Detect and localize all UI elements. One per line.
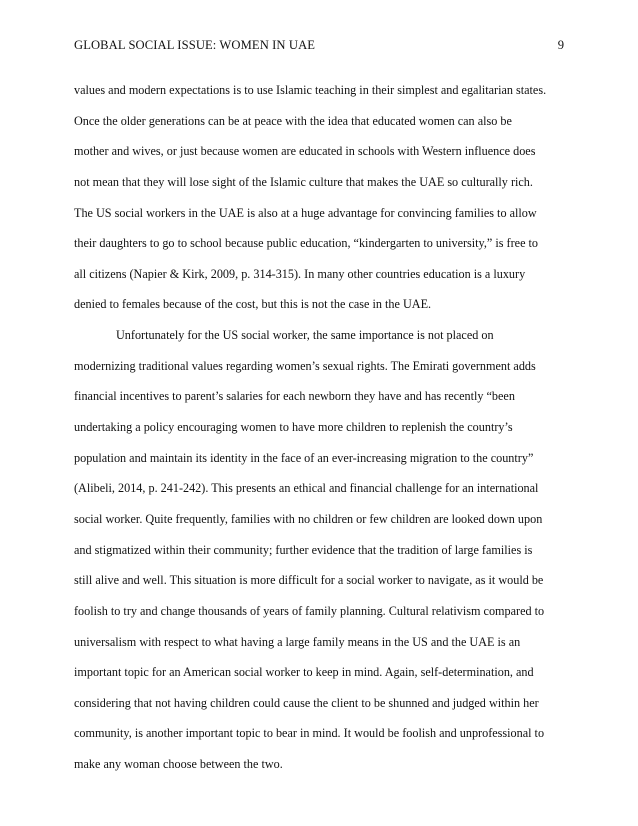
text-line: and stigmatized within their community; further evidence that the tradition of large families is xyxy=(74,542,533,557)
text-line: social worker. Quite frequently, families with no children or few children are looked down upon xyxy=(74,511,543,526)
text-line: Once the older generations can be at peace with the idea that educated women can also be xyxy=(74,113,512,128)
text-line: still alive and well. This situation is more difficult for a social worker to navigate, as it would be xyxy=(74,573,544,588)
text-line: important topic for an American social worker to keep in mind. Again, self-determination, and xyxy=(74,665,534,680)
text-line: values and modern expectations is to use Islamic teaching in their simplest and egalitarian states. xyxy=(74,83,547,97)
text-line: population and maintain its identity in the face of an ever-increasing migration to the country” xyxy=(74,450,534,465)
text-line: (Alibeli, 2014, p. 241-242). This presents an ethical and financial challenge for an international xyxy=(74,481,539,496)
text-line: their daughters to go to school because public education, “kindergarten to university,” is free to xyxy=(74,236,538,251)
text-line: undertaking a policy encouraging women to have more children to replenish the country’s xyxy=(74,420,513,435)
text-line: considering that not having children could cause the client to be shunned and judged within her xyxy=(74,695,539,710)
page-header xyxy=(74,38,564,54)
page-number: 9 xyxy=(557,38,564,52)
text-line: financial incentives to parent’s salaries for each newborn they have and has recently “been xyxy=(74,389,515,404)
text-line: all citizens (Napier & Kirk, 2009, p. 314-315). In many other countries education is a luxury xyxy=(74,266,526,281)
body-text xyxy=(74,75,566,780)
text-line: not mean that they will lose sight of the Islamic culture that makes the UAE so culturally rich. xyxy=(74,174,533,189)
text-line: The US social workers in the UAE is also at a huge advantage for convincing families to allow xyxy=(74,205,537,220)
text-line: community, is another important topic to bear in mind. It would be foolish and unprofessional to xyxy=(74,726,545,741)
running-head: GLOBAL SOCIAL ISSUE: WOMEN IN UAE xyxy=(74,38,316,52)
text-line: modernizing traditional values regarding women’s sexual rights. The Emirati government adds xyxy=(74,358,536,373)
text-line: mother and wives, or just because women are educated in schools with Western influence does xyxy=(74,144,536,159)
text-line: denied to females because of the cost, but this is not the case in the UAE. xyxy=(74,297,432,312)
text-line: make any woman choose between the two. xyxy=(74,757,283,772)
text-line: foolish to try and change thousands of years of family planning. Cultural relativism compared to xyxy=(74,603,545,618)
paragraph-first-line: Unfortunately for the US social worker, the same importance is not placed on xyxy=(116,328,494,343)
text-line: universalism with respect to what having a large family means in the US and the UAE is an xyxy=(74,634,521,649)
